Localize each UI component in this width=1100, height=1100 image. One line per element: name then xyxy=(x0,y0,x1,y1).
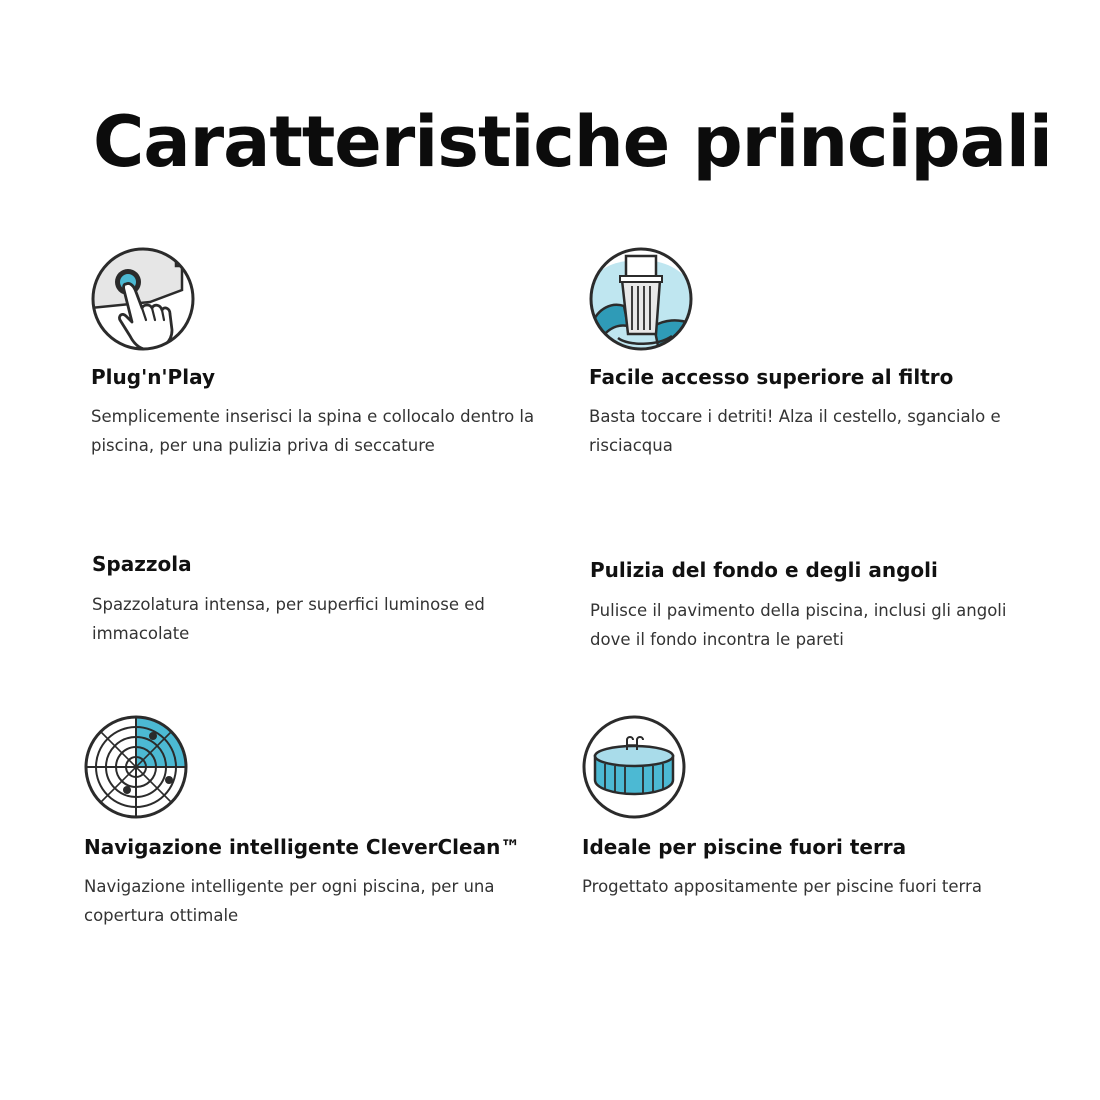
feature-title: Pulizia del fondo e degli angoli xyxy=(590,558,938,582)
feature-title: Plug'n'Play xyxy=(91,365,215,389)
feature-title: Ideale per piscine fuori terra xyxy=(582,835,907,859)
feature-description: Semplicemente inserisci la spina e collocalo dentro la piscina, per una pulizia priva di seccature xyxy=(91,407,535,455)
feature-smart-navigation xyxy=(83,714,563,934)
feature-filter-access xyxy=(588,246,1068,466)
feature-brush xyxy=(92,551,572,651)
feature-title: Facile accesso superiore al filtro xyxy=(589,365,954,389)
feature-title: Spazzola xyxy=(92,552,192,576)
above-ground-pool-icon xyxy=(581,714,687,820)
radar-navigation-icon xyxy=(83,714,189,820)
feature-description: Pulisce il pavimento della piscina, inclusi gli angoli dove il fondo incontra le pareti xyxy=(590,601,1007,649)
touch-button-icon xyxy=(90,246,196,352)
feature-description: Navigazione intelligente per ogni piscina, per una copertura ottimale xyxy=(84,877,495,925)
page-title: Caratteristiche principali xyxy=(93,101,1052,183)
feature-plug-n-play xyxy=(90,246,570,466)
feature-description: Spazzolatura intensa, per superfici luminose ed immacolate xyxy=(92,595,485,643)
feature-above-ground-pools xyxy=(581,714,1061,934)
feature-description: Progettato appositamente per piscine fuori terra xyxy=(582,877,982,896)
filter-basket-icon xyxy=(588,246,694,352)
feature-description: Basta toccare i detriti! Alza il cestello, sgancialo e risciacqua xyxy=(589,407,1001,455)
feature-title: Navigazione intelligente CleverClean™ xyxy=(84,835,521,859)
feature-floor-cleaning xyxy=(590,557,1070,657)
